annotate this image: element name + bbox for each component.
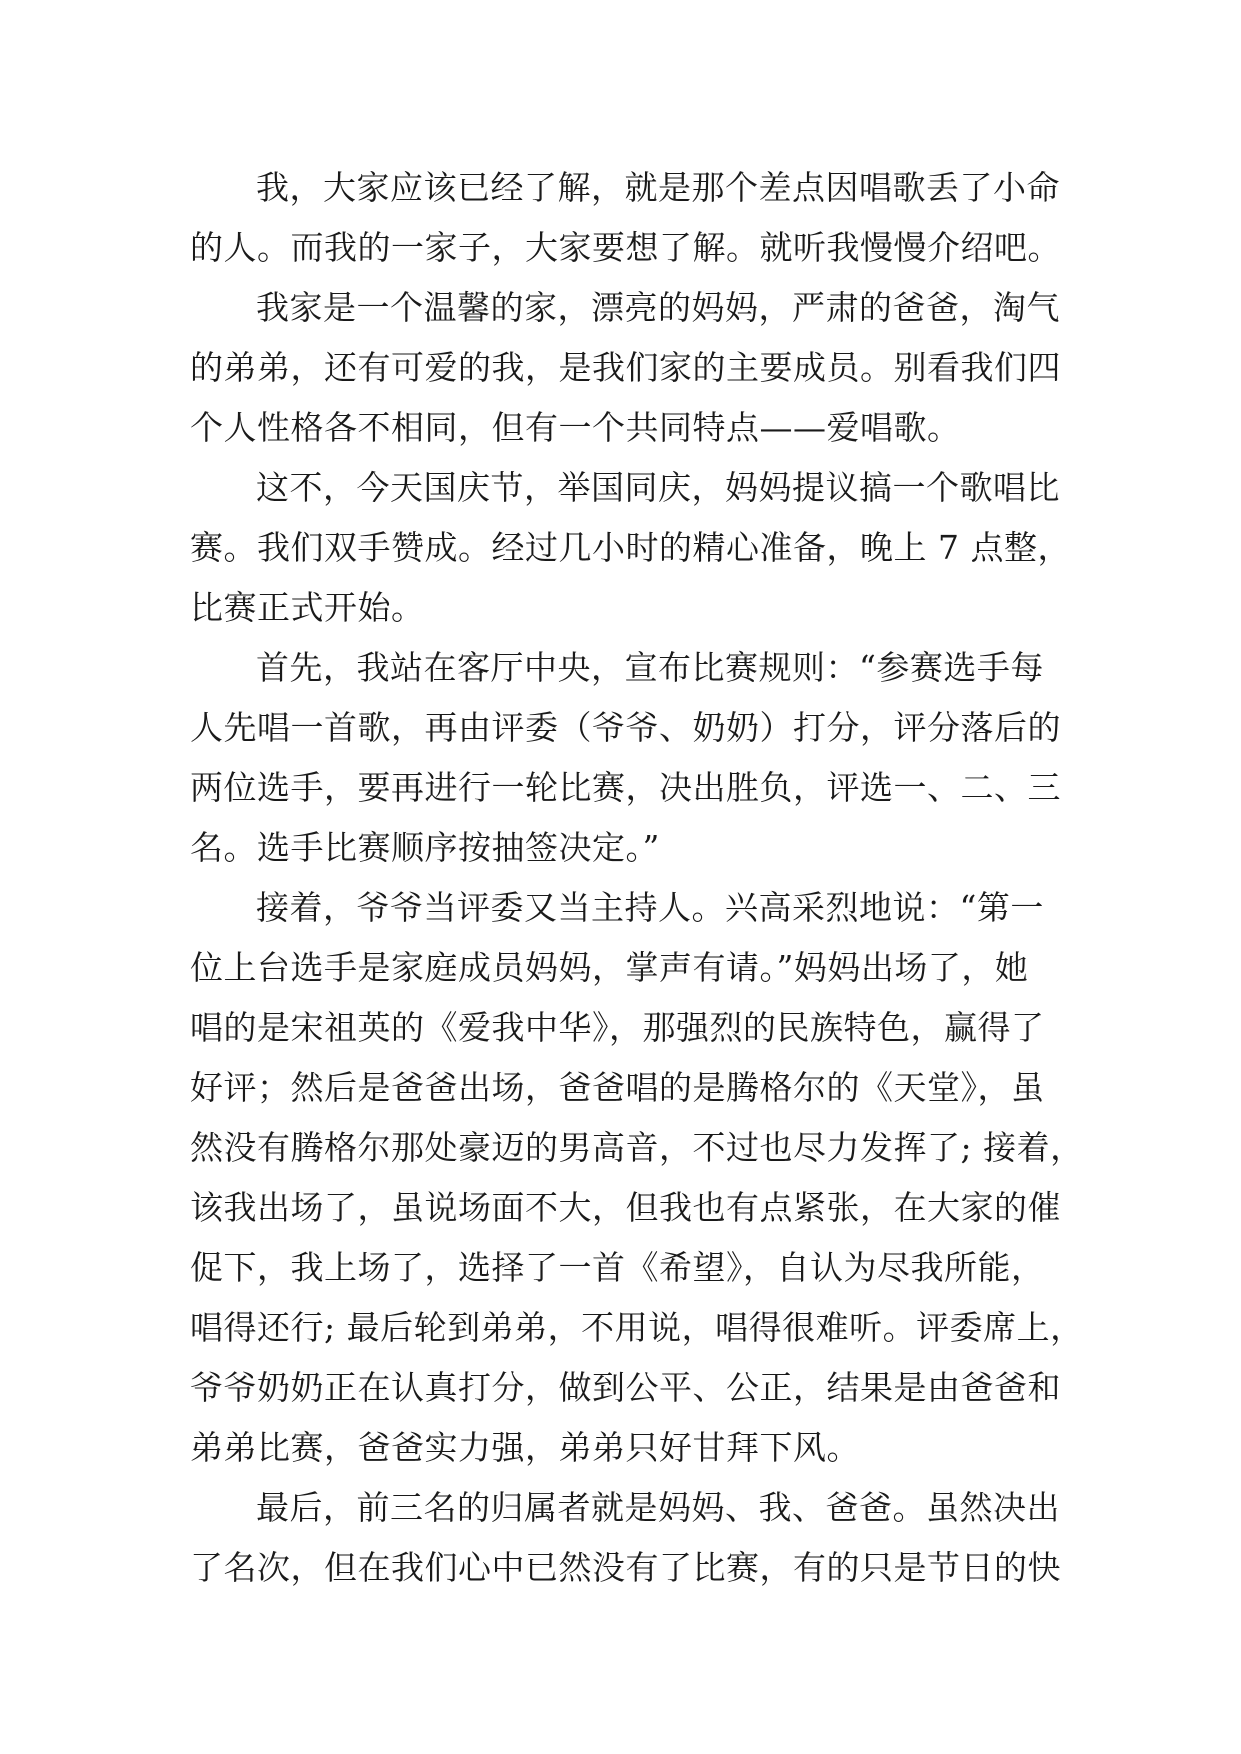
paragraph-1-line-2: 的人。而我的一家子，大家要想了解。就听我慢慢介绍吧。	[190, 228, 1061, 267]
paragraph-5-line-1: 接着，爷爷当评委又当主持人。兴高采烈地说：“第一	[256, 888, 1044, 927]
paragraph-5-line-8: 唱得还行; 最后轮到弟弟，不用说，唱得很难听。评委席上，	[190, 1308, 1084, 1347]
paragraph-4-line-1: 首先，我站在客厅中央，宣布比赛规则：“参赛选手每	[256, 648, 1044, 687]
paragraph-3-line-3: 比赛正式开始。	[190, 588, 425, 627]
paragraph-5-line-4: 好评；然后是爸爸出场，爸爸唱的是腾格尔的《天堂》，虽	[190, 1068, 1045, 1107]
paragraph-5-line-10: 弟弟比赛，爸爸实力强，弟弟只好甘拜下风。	[190, 1428, 860, 1467]
paragraph-5-line-5: 然没有腾格尔那处豪迈的男高音，不过也尽力发挥了; 接着，	[190, 1128, 1084, 1167]
paragraph-3-line-1: 这不，今天国庆节，举国同庆，妈妈提议搞一个歌唱比	[256, 468, 1060, 507]
paragraph-2-line-2: 的弟弟，还有可爱的我，是我们家的主要成员。别看我们四	[190, 348, 1061, 387]
paragraph-5-line-9: 爷爷奶奶正在认真打分，做到公平、公正，结果是由爸爸和	[190, 1368, 1061, 1407]
paragraph-5-line-3: 唱的是宋祖英的《爱我中华》，那强烈的民族特色，赢得了	[190, 1008, 1045, 1047]
paragraph-5-line-2: 位上台选手是家庭成员妈妈，掌声有请。”妈妈出场了，她	[190, 948, 1029, 987]
paragraph-3-line-2: 赛。我们双手赞成。经过几小时的精心准备，晚上 7 点整，	[190, 528, 1071, 567]
paragraph-5-line-7: 促下，我上场了，选择了一首《希望》，自认为尽我所能，	[190, 1248, 1045, 1287]
paragraph-2-line-3: 个人性格各不相同，但有一个共同特点——爱唱歌。	[190, 408, 961, 447]
paragraph-4-line-4: 名。选手比赛顺序按抽签决定。”	[190, 828, 660, 867]
paragraph-2-line-1: 我家是一个温馨的家，漂亮的妈妈，严肃的爸爸，淘气	[256, 288, 1060, 327]
paragraph-6-line-2: 了名次，但在我们心中已然没有了比赛，有的只是节日的快	[190, 1548, 1061, 1587]
paragraph-1-line-1: 我，大家应该已经了解，就是那个差点因唱歌丢了小命	[256, 168, 1060, 207]
paragraph-5-line-6: 该我出场了，虽说场面不大，但我也有点紧张，在大家的催	[190, 1188, 1061, 1227]
paragraph-4-line-2: 人先唱一首歌，再由评委（爷爷、奶奶）打分，评分落后的	[190, 708, 1061, 747]
paragraph-4-line-3: 两位选手，要再进行一轮比赛，决出胜负，评选一、二、三	[190, 768, 1061, 807]
paragraph-6-line-1: 最后，前三名的归属者就是妈妈、我、爸爸。虽然决出	[256, 1488, 1060, 1527]
